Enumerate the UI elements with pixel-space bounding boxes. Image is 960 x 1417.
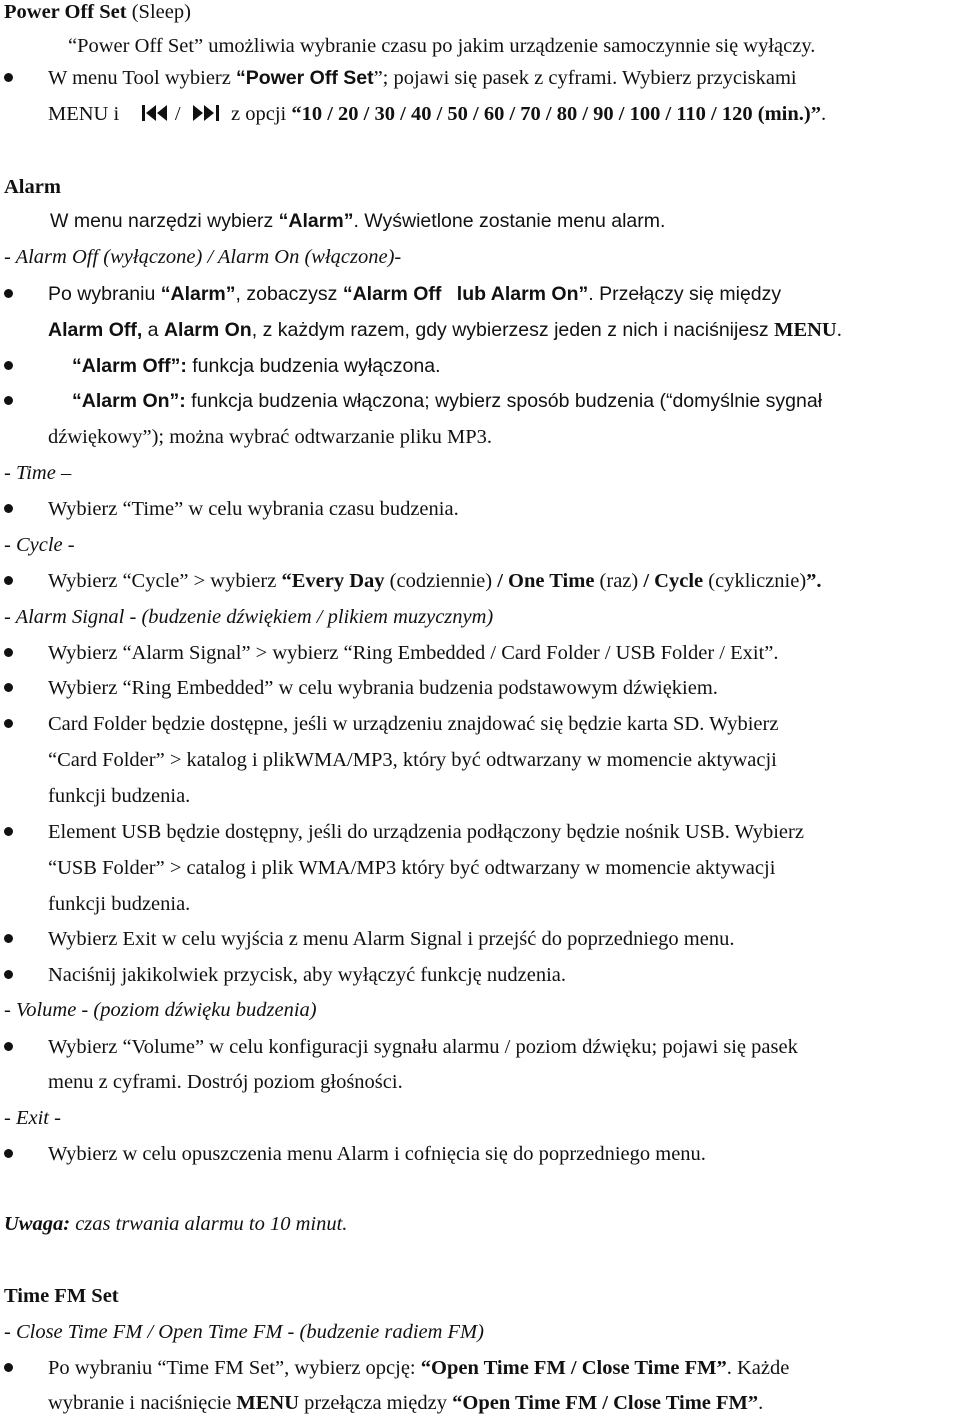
bullet bbox=[4, 1363, 13, 1372]
cycle-heading: - Cycle - bbox=[4, 534, 75, 556]
next-track-icon bbox=[191, 103, 221, 123]
signal-item-3-line-2: “Card Folder” > katalog i plikWMA/MP3, który być odtwarzany w momencie aktywacji bbox=[48, 749, 777, 771]
signal-item-3-line-3: funkcji budzenia. bbox=[48, 785, 191, 807]
alarm-select-line-1: Po wybraniu “Alarm”, zobaczysz “Alarm Off lub Alarm On”. Przełączy się między bbox=[48, 283, 782, 305]
power-off-heading: Power Off Set (Sleep) bbox=[4, 1, 191, 23]
alarm-off-item: “Alarm Off”: funkcja budzenia wyłączona. bbox=[72, 355, 441, 377]
exit-heading: - Exit - bbox=[4, 1107, 61, 1129]
signal-item-4-line-3: funkcji budzenia. bbox=[48, 893, 191, 915]
bullet bbox=[4, 73, 13, 82]
volume-item-line-1: Wybierz “Volume” w celu konfiguracji sygnału alarmu / poziom dźwięku; pojawi się pasek bbox=[48, 1036, 798, 1058]
bullet bbox=[4, 1042, 13, 1051]
signal-item-2: Wybierz “Ring Embedded” w celu wybrania budzenia podstawowym dźwiękiem. bbox=[48, 677, 718, 699]
signal-item-3-line-1: Card Folder będzie dostępne, jeśli w urządzeniu znajdować się będzie karta SD. Wybierz bbox=[48, 713, 779, 735]
bullet bbox=[4, 289, 13, 298]
signal-item-4-line-2: “USB Folder” > catalog i plik WMA/MP3 który być odtwarzany w momencie aktywacji bbox=[48, 857, 776, 879]
time-fm-line-1: Po wybraniu “Time FM Set”, wybierz opcję: “Open Time FM / Close Time FM”. Każde bbox=[48, 1357, 790, 1379]
bullet bbox=[4, 504, 13, 513]
time-item: Wybierz “Time” w celu wybrania czasu budzenia. bbox=[48, 498, 459, 520]
bullet bbox=[4, 719, 13, 728]
power-off-intro: “Power Off Set” umożliwia wybranie czasu po jakim urządzenie samoczynnie się wyłączy. bbox=[68, 35, 816, 57]
bullet bbox=[4, 683, 13, 692]
alarm-signal-heading: - Alarm Signal - (budzenie dźwiękiem / plikiem muzycznym) bbox=[4, 606, 494, 628]
alarm-onoff-heading: - Alarm Off (wyłączone) / Alarm On (włączone)- bbox=[4, 246, 402, 268]
signal-item-5: Wybierz Exit w celu wyjścia z menu Alarm Signal i przejść do poprzedniego menu. bbox=[48, 928, 735, 950]
bullet bbox=[4, 576, 13, 585]
bullet bbox=[4, 361, 13, 370]
bullet bbox=[4, 396, 13, 405]
exit-item: Wybierz w celu opuszczenia menu Alarm i cofnięcia się do poprzedniego menu. bbox=[48, 1143, 706, 1165]
signal-item-4-line-1: Element USB będzie dostępny, jeśli do urządzenia podłączony będzie nośnik USB. Wybierz bbox=[48, 821, 804, 843]
alarm-select-line-2: Alarm Off, a Alarm On, z każdym razem, gdy wybierzesz jeden z nich i naciśnijesz MENU. bbox=[48, 319, 842, 341]
time-fm-subheading: - Close Time FM / Open Time FM - (budzenie radiem FM) bbox=[4, 1321, 484, 1343]
alarm-on-item-line-1: “Alarm On”: funkcja budzenia włączona; wybierz sposób budzenia (“domyślnie sygnał bbox=[72, 390, 823, 412]
alarm-note: Uwaga: czas trwania alarmu to 10 minut. bbox=[4, 1213, 348, 1235]
volume-heading: - Volume - (poziom dźwięku budzenia) bbox=[4, 999, 317, 1021]
signal-item-6: Naciśnij jakikolwiek przycisk, aby wyłączyć funkcję nudzenia. bbox=[48, 964, 567, 986]
alarm-on-item-line-2: dźwiękowy”); można wybrać odtwarzanie pliku MP3. bbox=[48, 426, 493, 448]
cycle-item: Wybierz “Cycle” > wybierz “Every Day (codziennie) / One Time (raz) / Cycle (cyklicznie)”. bbox=[48, 570, 822, 592]
time-heading: - Time – bbox=[4, 462, 72, 484]
bullet bbox=[4, 970, 13, 979]
bullet bbox=[4, 934, 13, 943]
bullet bbox=[4, 1149, 13, 1158]
time-fm-heading: Time FM Set bbox=[4, 1285, 119, 1307]
bullet bbox=[4, 827, 13, 836]
power-off-line-1: W menu Tool wybierz “Power Off Set”; pojawi się pasek z cyframi. Wybierz przyciskami bbox=[48, 67, 797, 89]
time-fm-line-2: wybranie i naciśnięcie MENU przełącza między “Open Time FM / Close Time FM”. bbox=[48, 1392, 764, 1414]
volume-item-line-2: menu z cyframi. Dostrój poziom głośności. bbox=[48, 1071, 403, 1093]
power-off-line-2: MENU i / z opcji “10 / 20 / 30 / 40 / 50 / 60 / 70 / 80 / 90 / 100 / 110 / 120 (min.)”. bbox=[48, 103, 827, 125]
signal-item-1: Wybierz “Alarm Signal” > wybierz “Ring Embedded / Card Folder / USB Folder / Exit”. bbox=[48, 642, 779, 664]
bullet bbox=[4, 648, 13, 657]
previous-track-icon bbox=[140, 103, 170, 123]
alarm-intro: W menu narzędzi wybierz “Alarm”. Wyświetlone zostanie menu alarm. bbox=[50, 210, 666, 232]
alarm-heading: Alarm bbox=[4, 176, 61, 198]
